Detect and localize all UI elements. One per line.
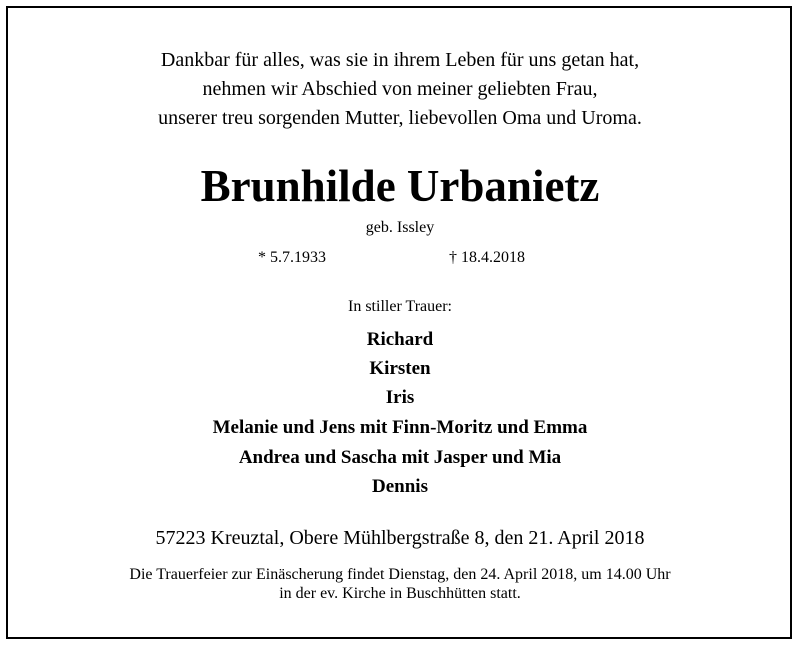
deceased-name: Brunhilde Urbanietz xyxy=(200,161,600,211)
death-date: † 18.4.2018 xyxy=(449,249,525,266)
intro-line-2: nehmen wir Abschied von meiner geliebten Frau, xyxy=(202,78,598,100)
intro-line-3: unserer treu sorgenden Mutter, liebevollen Oma und Uroma. xyxy=(158,107,642,129)
mourner-name: Iris xyxy=(385,387,415,408)
mourning-intro: In stiller Trauer: xyxy=(348,298,452,315)
maiden-name: geb. Issley xyxy=(365,219,435,236)
mourner-name: Andrea und Sascha mit Jasper und Mia xyxy=(238,447,562,468)
ceremony-line-1: Die Trauerfeier zur Einäscherung findet Dienstag, den 24. April 2018, um 14.00 Uhr xyxy=(129,566,671,583)
mourner-name: Melanie und Jens mit Finn-Moritz und Emma xyxy=(212,417,588,438)
mourner-name: Kirsten xyxy=(369,358,431,379)
ceremony-line-2: in der ev. Kirche in Buschhütten statt. xyxy=(279,585,521,602)
mourner-name: Dennis xyxy=(372,476,428,497)
address-date-line: 57223 Kreuztal, Obere Mühlbergstraße 8, den 21. April 2018 xyxy=(155,527,645,549)
intro-line-1: Dankbar für alles, was sie in ihrem Leben für uns getan hat, xyxy=(160,49,640,71)
birth-date: * 5.7.1933 xyxy=(258,249,326,266)
mourner-name: Richard xyxy=(366,329,434,350)
